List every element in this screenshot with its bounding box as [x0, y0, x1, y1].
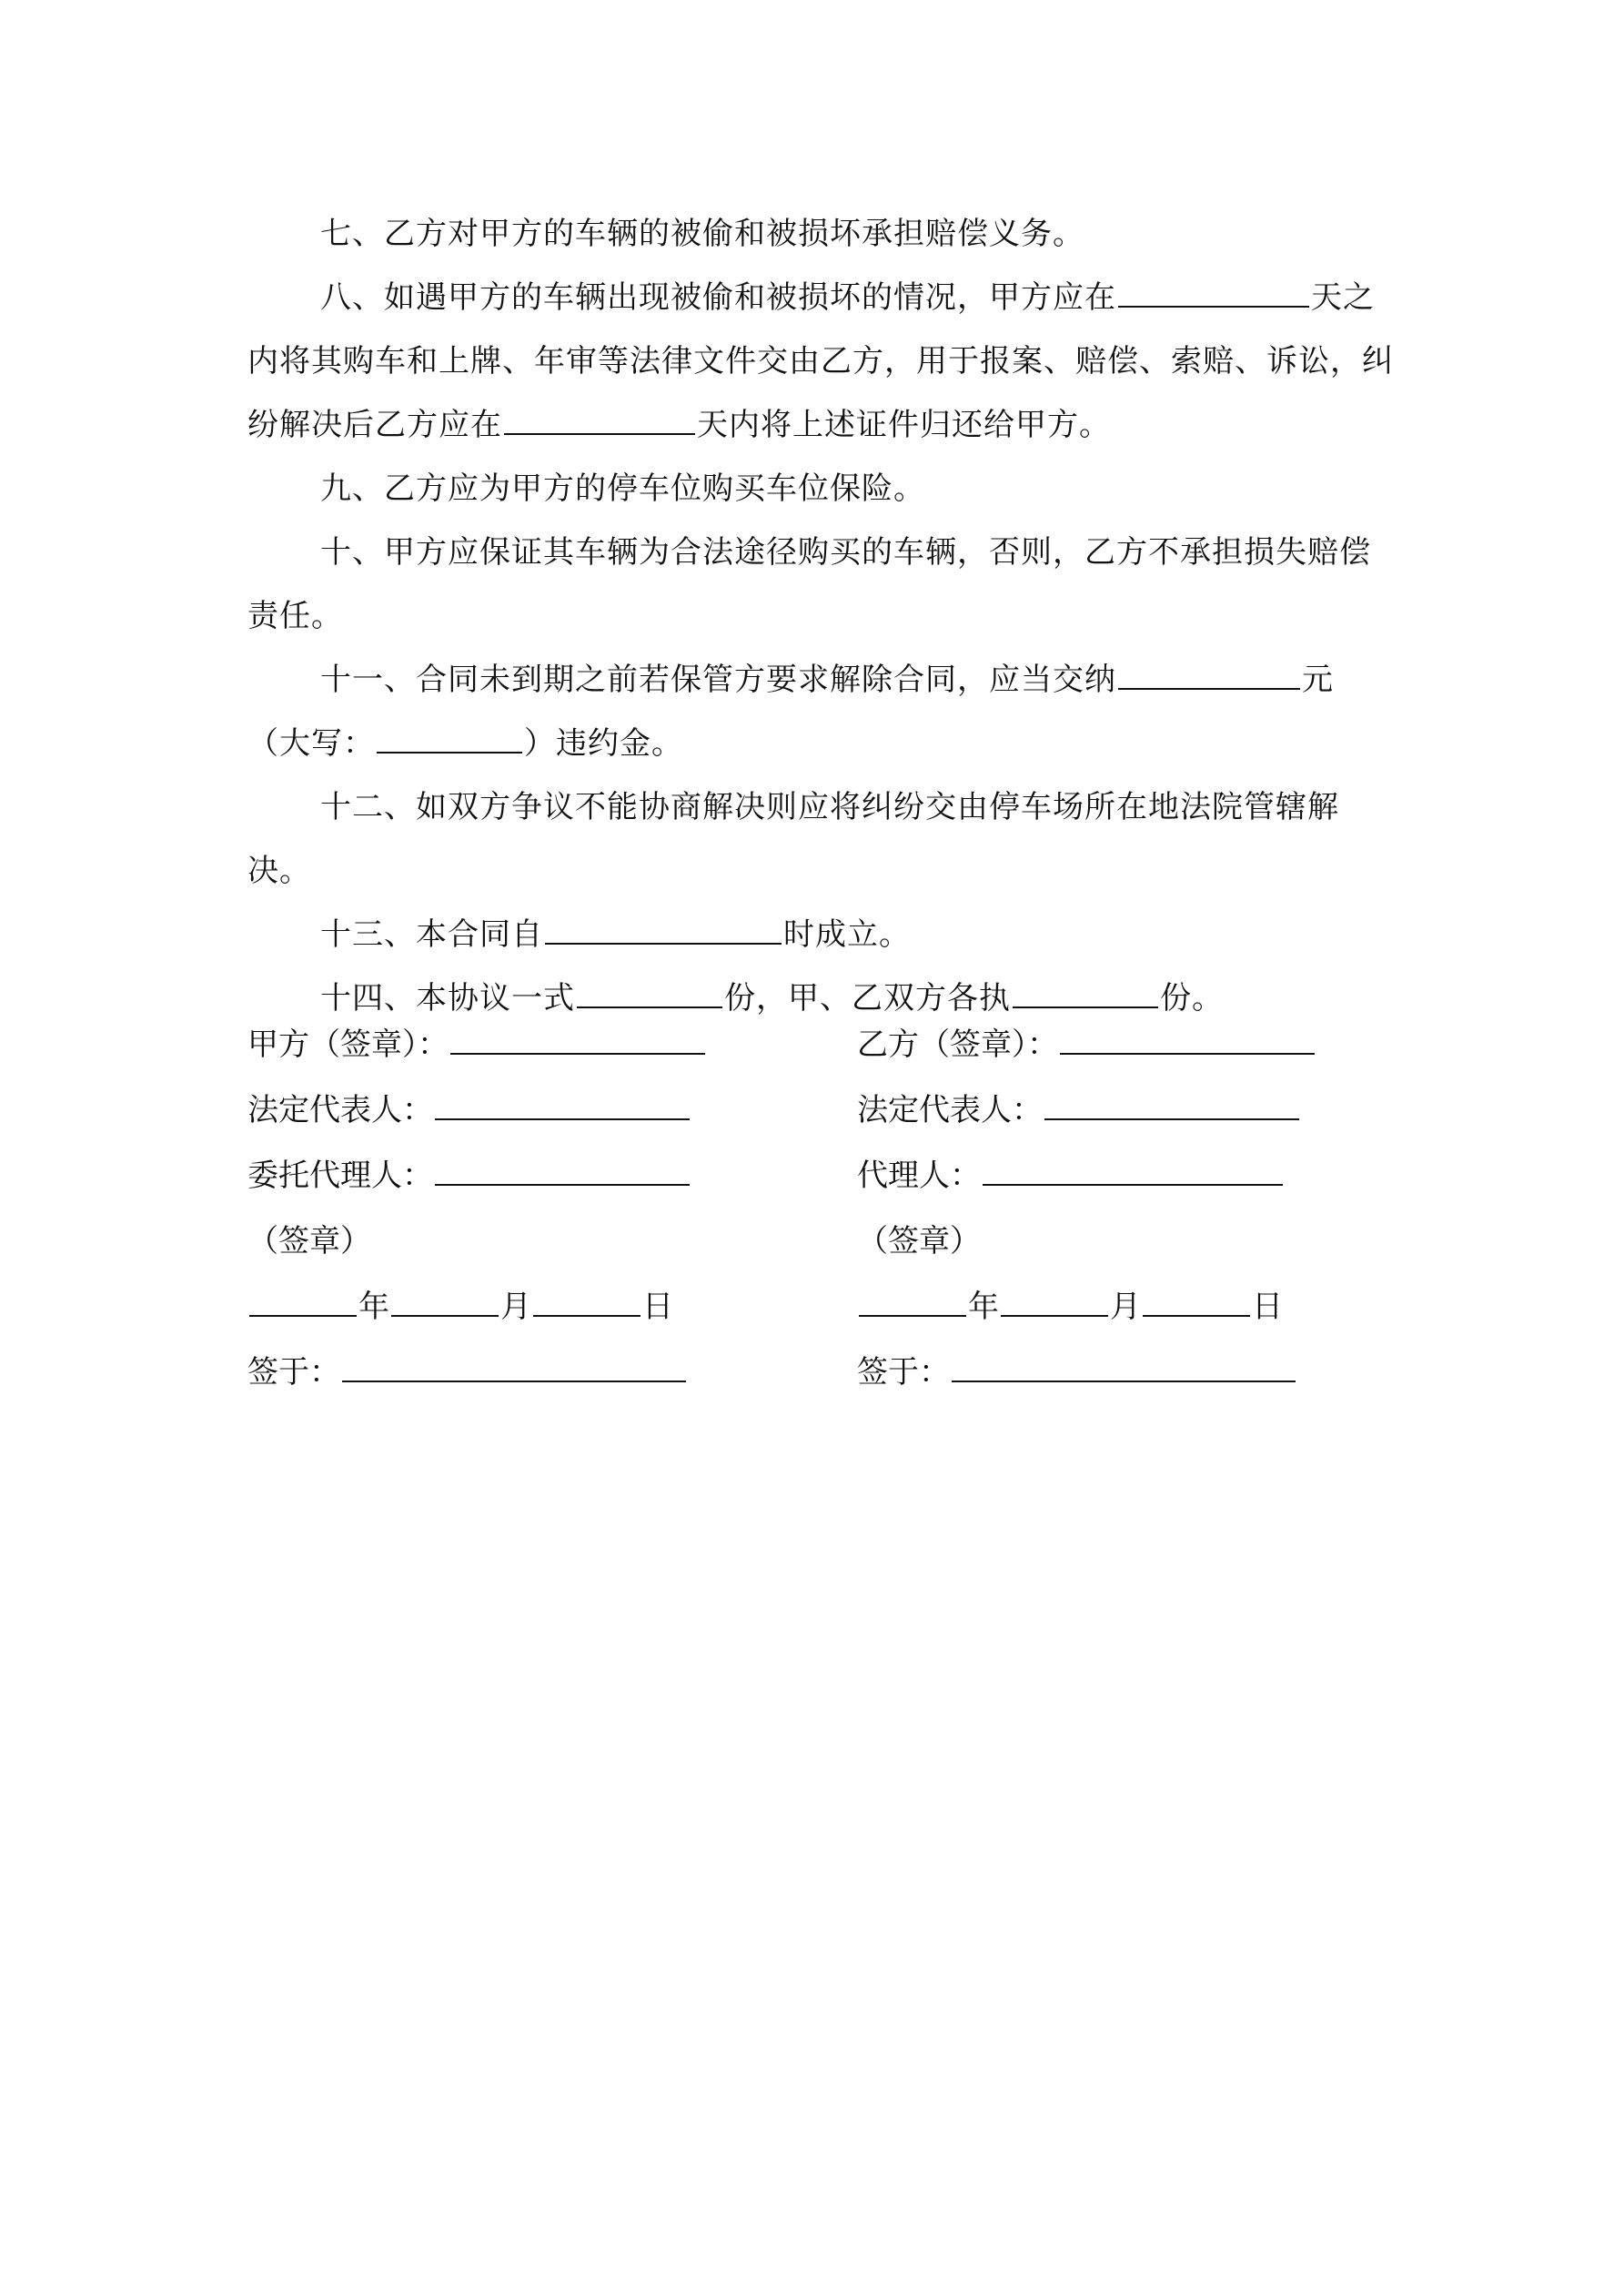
- party-b-seal-field[interactable]: [1060, 1027, 1315, 1055]
- party-b-legal-rep-field[interactable]: [1044, 1093, 1299, 1120]
- party-a-stamp-label: （签章）: [247, 1223, 371, 1259]
- clause-nine-text: 九、乙方应为甲方的停车位购买车位保险。: [320, 470, 925, 507]
- clause-nine: [247, 457, 1394, 521]
- party-a-signed-at-field[interactable]: [342, 1355, 686, 1382]
- effective-time-blank[interactable]: [545, 917, 782, 945]
- party-b-month-label: 月: [1110, 1289, 1141, 1325]
- party-a-seal-line: [247, 1012, 757, 1077]
- clause-fourteen-suffix: 份。: [1160, 980, 1224, 1017]
- party-a-legal-rep-line: [247, 1077, 757, 1143]
- party-a-year-field[interactable]: [249, 1290, 357, 1317]
- party-a-day-label: 日: [642, 1289, 673, 1325]
- clause-ten-text: 十、甲方应保证其车辆为合法途径购买的车辆，否则，乙方不承担损失赔偿责任。: [247, 534, 1371, 634]
- clause-seven: [247, 202, 1394, 266]
- clause-eleven-middle: 元（大写：: [247, 662, 1334, 762]
- party-a-seal-field[interactable]: [450, 1027, 705, 1055]
- clause-ten: [247, 521, 1394, 648]
- clause-seven-text: 七、乙方对甲方的车辆的被偷和被损坏承担赔偿义务。: [320, 216, 1084, 252]
- clause-thirteen-suffix: 时成立。: [783, 916, 911, 953]
- clause-thirteen-prefix: 十三、本合同自: [320, 916, 543, 953]
- party-b-legal-rep-line: [857, 1077, 1367, 1143]
- party-a-date-line: [247, 1274, 757, 1340]
- clause-eleven-suffix: ）违约金。: [524, 725, 683, 762]
- clause-twelve-text: 十二、如双方争议不能协商解决则应将纠纷交由停车场所在地法院管辖解决。: [247, 789, 1339, 889]
- party-a-day-field[interactable]: [533, 1290, 641, 1317]
- clause-eight-middle: 天之内将其购车和上牌、年审等法律文件交由乙方，用于报案、赔偿、索赔、诉讼，纠纷解决后乙方应在: [247, 279, 1394, 443]
- party-b-month-field[interactable]: [1001, 1290, 1108, 1317]
- party-b-legal-rep-label: 法定代表人：: [857, 1092, 1043, 1128]
- party-b-day-field[interactable]: [1143, 1290, 1250, 1317]
- party-a-agent-line: [247, 1143, 757, 1209]
- party-a-seal-label: 甲方（签章）：: [247, 1027, 449, 1063]
- party-b-seal-label: 乙方（签章）：: [857, 1027, 1058, 1063]
- party-b-signed-at-line: [857, 1340, 1367, 1405]
- contract-clauses: [247, 202, 1394, 1030]
- party-b-agent-label: 代理人：: [857, 1158, 981, 1194]
- party-b-stamp-label: （签章）: [857, 1223, 981, 1259]
- party-b-agent-field[interactable]: [983, 1158, 1283, 1186]
- clause-eight-days-blank[interactable]: [1118, 280, 1309, 308]
- party-b-day-label: 日: [1252, 1289, 1283, 1325]
- clause-eight-return-days-blank[interactable]: [504, 408, 695, 435]
- party-b-year-label: 年: [968, 1289, 999, 1325]
- party-a-stamp-line: [247, 1209, 757, 1274]
- party-a-signature-block: [247, 1012, 757, 1405]
- party-a-agent-label: 委托代理人：: [247, 1158, 433, 1194]
- party-a-signed-at-label: 签于：: [247, 1354, 340, 1391]
- party-b-signed-at-label: 签于：: [857, 1354, 950, 1391]
- clause-fourteen-middle: 份，甲、乙双方各执: [724, 980, 1011, 1017]
- clause-eleven: [247, 648, 1394, 775]
- party-a-year-label: 年: [358, 1289, 389, 1325]
- clause-twelve: [247, 775, 1394, 903]
- clause-thirteen: [247, 903, 1394, 966]
- copies-total-blank[interactable]: [577, 981, 722, 1008]
- party-b-agent-line: [857, 1143, 1367, 1209]
- clause-eight: [247, 266, 1394, 457]
- party-a-signed-at-line: [247, 1340, 757, 1405]
- party-a-legal-rep-field[interactable]: [435, 1093, 690, 1120]
- party-b-seal-line: [857, 1012, 1367, 1077]
- party-b-year-field[interactable]: [859, 1290, 966, 1317]
- party-a-agent-field[interactable]: [435, 1158, 690, 1186]
- penalty-amount-uppercase-blank[interactable]: [377, 726, 522, 754]
- clause-fourteen-prefix: 十四、本协议一式: [320, 980, 575, 1017]
- penalty-amount-blank[interactable]: [1118, 663, 1300, 690]
- party-b-signature-block: [857, 1012, 1367, 1405]
- party-a-month-label: 月: [500, 1289, 531, 1325]
- party-b-stamp-line: [857, 1209, 1367, 1274]
- clause-eleven-prefix: 十一、合同未到期之前若保管方要求解除合同，应当交纳: [320, 662, 1116, 698]
- clause-eight-suffix: 天内将上述证件归还给甲方。: [697, 407, 1111, 443]
- copies-each-blank[interactable]: [1013, 981, 1158, 1008]
- party-a-legal-rep-label: 法定代表人：: [247, 1092, 433, 1128]
- party-b-signed-at-field[interactable]: [952, 1355, 1296, 1382]
- party-a-month-field[interactable]: [391, 1290, 499, 1317]
- party-b-date-line: [857, 1274, 1367, 1340]
- clause-eight-prefix: 八、如遇甲方的车辆出现被偷和被损坏的情况，甲方应在: [320, 279, 1116, 316]
